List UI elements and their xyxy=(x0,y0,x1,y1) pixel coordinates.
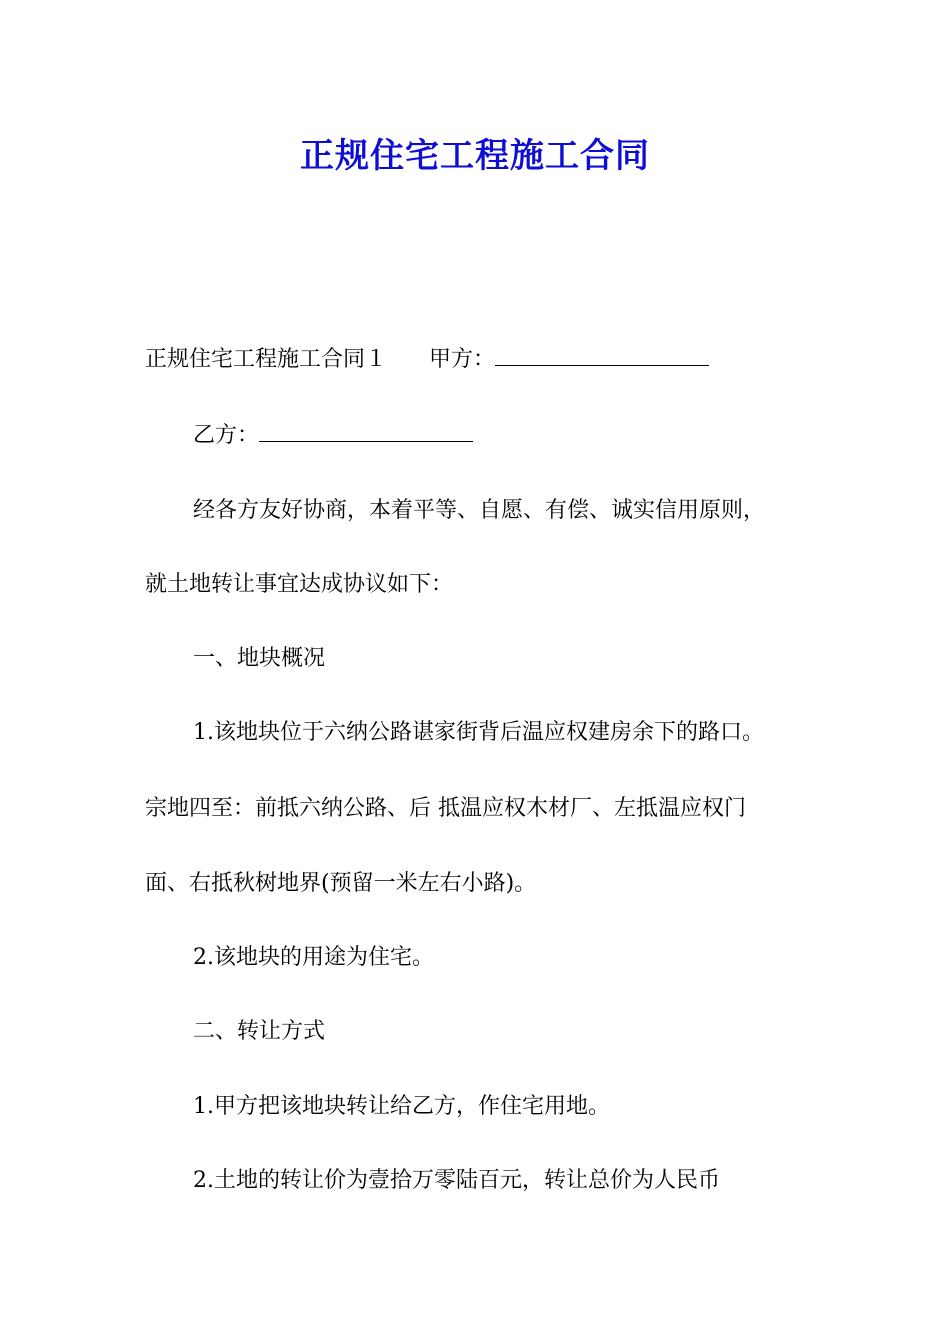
item-2-2: 2.土地的转让价为壹拾万零陆百元，转让总价为人民币 xyxy=(193,1168,720,1193)
party-b-blank xyxy=(259,437,473,442)
intro-paragraph-line-2: 就土地转让事宜达成协议如下： xyxy=(145,572,454,597)
party-b-line xyxy=(193,421,473,451)
item-1-2: 2.该地块的用途为住宅。 xyxy=(193,945,434,970)
party-a-label: 甲方： xyxy=(429,347,496,372)
section-heading-2: 二、转让方式 xyxy=(193,1019,326,1044)
item-2-1: 1.甲方把该地块转让给乙方，作住宅用地。 xyxy=(193,1094,610,1119)
heading-text: 正规住宅工程施工合同１ xyxy=(145,347,388,372)
item-1-1-line-3: 面、右抵秋树地界(预留一米左右小路)。 xyxy=(145,871,537,896)
document-title: 正规住宅工程施工合同 xyxy=(300,136,650,176)
section-heading-1: 一、地块概况 xyxy=(193,646,326,671)
party-b-label: 乙方： xyxy=(193,423,260,448)
party-a-blank xyxy=(495,361,709,366)
heading-line xyxy=(145,345,709,375)
item-1-1-line-2: 宗地四至：前抵六纳公路、后 抵温应权木材厂、左抵温应权门 xyxy=(145,796,746,821)
item-1-1-line-1: 1.该地块位于六纳公路谌家街背后温应权建房余下的路口。 xyxy=(193,720,764,745)
intro-paragraph-line-1: 经各方友好协商，本着平等、自愿、有偿、诚实信用原则， xyxy=(193,498,766,523)
